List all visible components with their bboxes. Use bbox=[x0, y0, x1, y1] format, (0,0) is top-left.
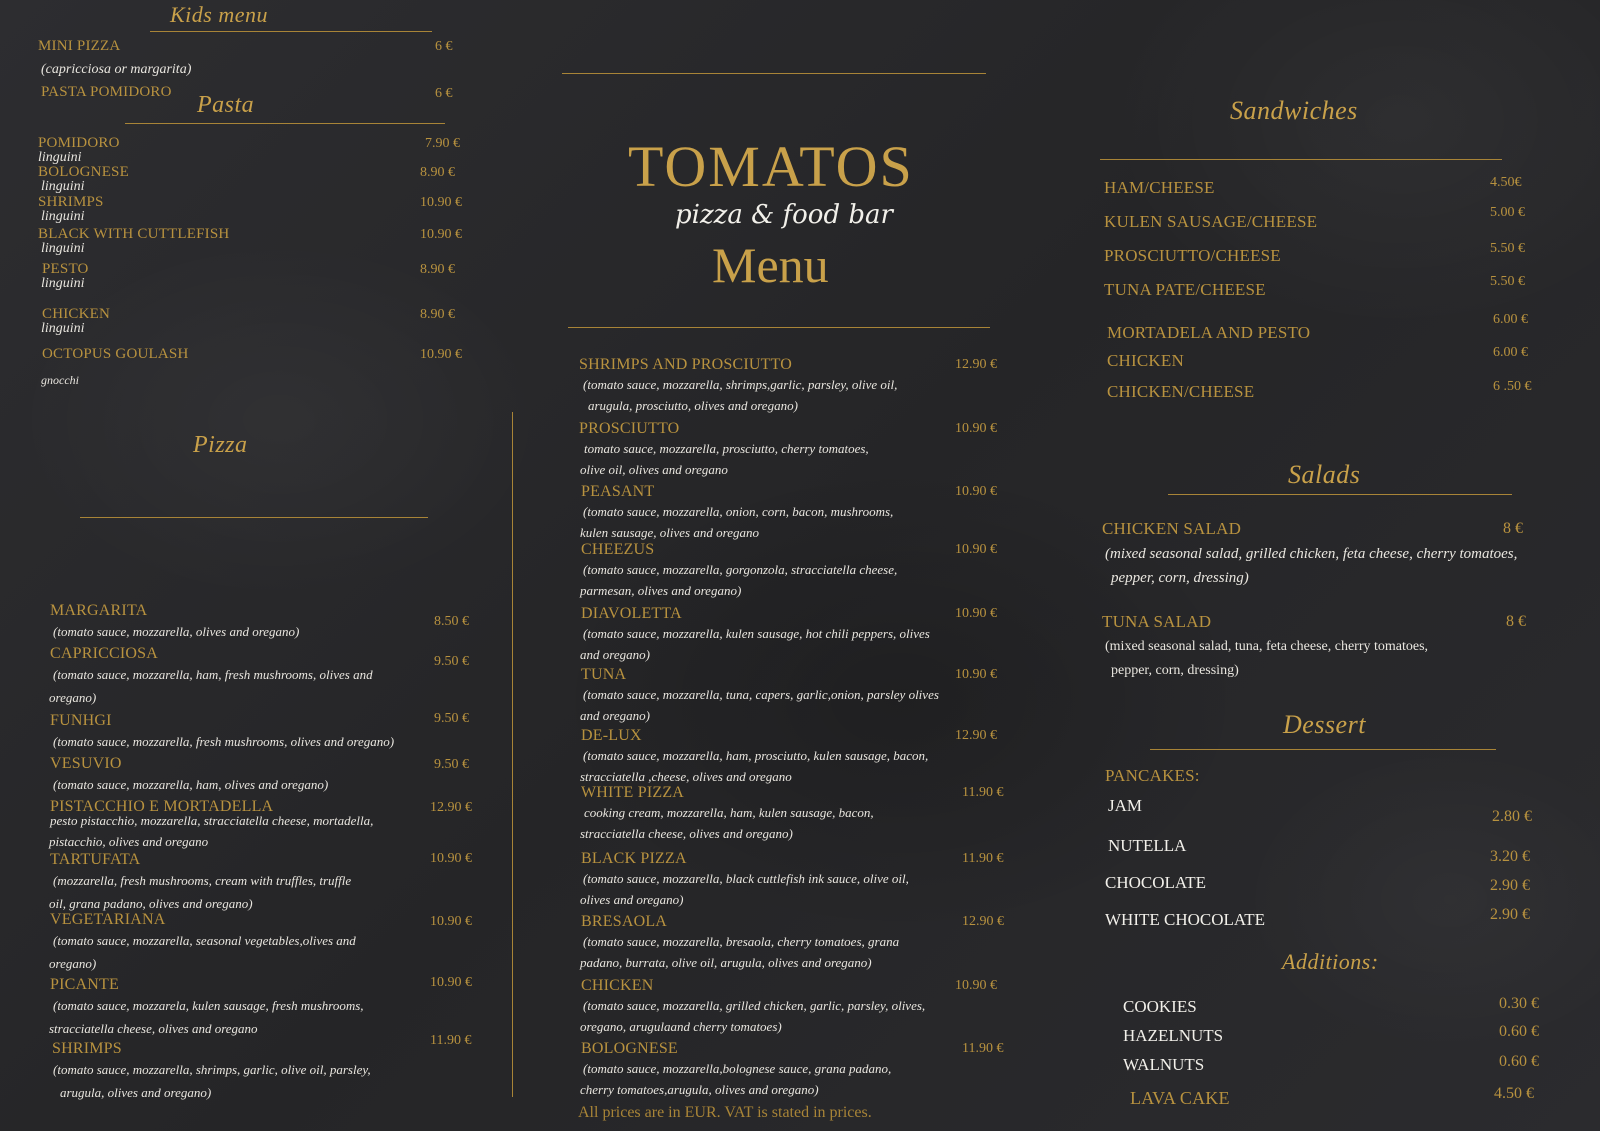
special-item-name: SHRIMPS AND PROSCIUTTO bbox=[579, 356, 793, 373]
dessert-item-name: CHOCOLATE bbox=[1105, 873, 1207, 892]
sandwich-item-name: HAM/CHEESE bbox=[1104, 178, 1215, 197]
pizza-item-name: FUNHGI bbox=[50, 712, 112, 729]
special-item-desc: (tomato sauce, mozzarella, bresaola, cherry tomatoes, grana bbox=[583, 934, 900, 949]
pancakes-label: PANCAKES: bbox=[1105, 766, 1200, 785]
special-item-name: BOLOGNESE bbox=[581, 1040, 678, 1057]
pizza-item-price: 11.90 € bbox=[430, 1033, 472, 1048]
pasta-item-name: CHICKEN bbox=[42, 306, 111, 322]
special-item-desc: olive oil, olives and oregano bbox=[580, 462, 728, 477]
salad-item-price: 8 € bbox=[1503, 520, 1523, 537]
pizza-item-price: 10.90 € bbox=[430, 975, 472, 990]
dessert-item-name: WHITE CHOCOLATE bbox=[1105, 910, 1266, 929]
special-item-desc: (tomato sauce, mozzarella, shrimps,garlic, parsley, olive oil, bbox=[583, 377, 898, 392]
special-item-name: BRESAOLA bbox=[581, 913, 668, 930]
special-item-name: CHEEZUS bbox=[581, 541, 655, 558]
special-item-desc: (tomato sauce, mozzarella, onion, corn, bacon, mushrooms, bbox=[583, 504, 894, 519]
pizza-item-price: 9.50 € bbox=[434, 757, 469, 772]
special-item-desc: parmesan, olives and oregano) bbox=[580, 583, 742, 598]
pasta-item-desc: linguini bbox=[38, 150, 82, 165]
dessert-item-name: JAM bbox=[1108, 796, 1143, 815]
special-item-desc: (tomato sauce, mozzarella, grilled chicken, garlic, parsley, olives, bbox=[583, 998, 926, 1013]
brand-top-rule bbox=[562, 73, 986, 74]
special-item-desc: cherry tomatoes,arugula, olives and oregano) bbox=[580, 1082, 819, 1097]
pizza-item-desc: oregano) bbox=[49, 956, 97, 971]
special-item-desc: (tomato sauce, mozzarella,bolognese sauce, grana padano, bbox=[583, 1061, 892, 1076]
special-item-desc: (tomato sauce, mozzarella, ham, prosciutto, kulen sausage, bacon, bbox=[583, 748, 929, 763]
pizza-item-name: VESUVIO bbox=[50, 755, 122, 772]
special-item-desc: (tomato sauce, mozzarella, gorgonzola, stracciatella cheese, bbox=[583, 562, 898, 577]
pizza-item-name: VEGETARIANA bbox=[50, 911, 166, 928]
dessert-item-price: 3.20 € bbox=[1490, 848, 1530, 865]
pasta-item-price: 7.90 € bbox=[425, 136, 460, 151]
dessert-heading: Dessert bbox=[1283, 710, 1366, 739]
special-item-price: 10.90 € bbox=[955, 484, 997, 499]
kids-item-price: 6 € bbox=[435, 39, 453, 54]
special-item-name: BLACK PIZZA bbox=[581, 850, 687, 867]
special-item-name: CHICKEN bbox=[581, 977, 654, 994]
pizza-item-desc: (mozzarella, fresh mushrooms, cream with truffles, truffle bbox=[53, 873, 352, 888]
sandwiches-rule bbox=[1100, 159, 1502, 160]
pasta-item-price: 10.90 € bbox=[420, 195, 462, 210]
pizza-item-desc: pesto pistacchio, mozzarella, stracciatella cheese, mortadella, bbox=[50, 813, 374, 828]
pasta-item-name: BOLOGNESE bbox=[38, 164, 129, 180]
special-item-price: 11.90 € bbox=[962, 1041, 1004, 1056]
special-item-name: PEASANT bbox=[581, 483, 655, 500]
pizza-item-desc: pistacchio, olives and oregano bbox=[49, 834, 209, 849]
special-item-desc: stracciatella ,cheese, olives and oregano bbox=[580, 769, 792, 784]
pizza-item-desc: (tomato sauce, mozzarella, olives and oregano) bbox=[53, 624, 300, 639]
special-item-desc: (tomato sauce, mozzarella, kulen sausage, hot chili peppers, olives bbox=[583, 626, 930, 641]
salad-item-desc: pepper, corn, dressing) bbox=[1111, 663, 1239, 678]
pasta-item-price: 10.90 € bbox=[420, 347, 462, 362]
pasta-item-price: 10.90 € bbox=[420, 227, 462, 242]
pasta-item-desc: linguini bbox=[41, 321, 85, 336]
special-item-desc: padano, burrata, olive oil, arugula, olives and oregano) bbox=[580, 955, 872, 970]
salad-item-price: 8 € bbox=[1506, 613, 1526, 630]
special-item-name: PROSCIUTTO bbox=[579, 420, 680, 437]
special-item-desc: arugula, prosciutto, olives and oregano) bbox=[588, 398, 798, 413]
addition-item-name: COOKIES bbox=[1123, 997, 1197, 1016]
salad-item-desc: (mixed seasonal salad, tuna, feta cheese, cherry tomatoes, bbox=[1105, 639, 1429, 654]
kids-item-name: MINI PIZZA bbox=[38, 38, 121, 54]
special-item-name: DIAVOLETTA bbox=[581, 605, 682, 622]
special-item-price: 10.90 € bbox=[955, 606, 997, 621]
dessert-item-price: 2.90 € bbox=[1490, 877, 1530, 894]
pizza-item-price: 12.90 € bbox=[430, 800, 472, 815]
kids-item-price: 6 € bbox=[435, 86, 453, 101]
pizza-item-name: CAPRICCIOSA bbox=[50, 645, 159, 662]
special-item-price: 10.90 € bbox=[955, 421, 997, 436]
pasta-item-name: POMIDORO bbox=[38, 135, 120, 151]
sandwich-item-price: 6.00 € bbox=[1493, 312, 1528, 327]
kids-item-desc: (capricciosa or margarita) bbox=[41, 62, 192, 77]
column-divider bbox=[512, 412, 513, 1097]
sandwich-item-price: 6 .50 € bbox=[1493, 379, 1532, 394]
kids-menu-rule bbox=[150, 31, 432, 32]
pizza-item-name: PICANTE bbox=[50, 976, 119, 993]
special-item-name: DE-LUX bbox=[581, 727, 642, 744]
pizza-item-price: 10.90 € bbox=[430, 851, 472, 866]
pasta-item-price: 8.90 € bbox=[420, 165, 455, 180]
special-item-desc: olives and oregano) bbox=[580, 892, 684, 907]
special-item-price: 11.90 € bbox=[962, 785, 1004, 800]
pizza-item-price: 10.90 € bbox=[430, 914, 472, 929]
pasta-item-name: PESTO bbox=[42, 261, 89, 277]
pizza-item-desc: (tomato sauce, mozzarella, shrimps, garlic, olive oil, parsley, bbox=[53, 1062, 371, 1077]
salad-item-name: TUNA SALAD bbox=[1102, 612, 1212, 631]
brand-bottom-rule bbox=[568, 327, 990, 328]
pizza-item-desc: (tomato sauce, mozzarella, ham, fresh mushrooms, olives and bbox=[53, 667, 373, 682]
dessert-item-price: 2.80 € bbox=[1492, 808, 1532, 825]
special-item-desc: and oregano) bbox=[580, 647, 650, 662]
salad-item-desc: (mixed seasonal salad, grilled chicken, feta cheese, cherry tomatoes, bbox=[1105, 546, 1518, 562]
pasta-item-desc: linguini bbox=[41, 179, 85, 194]
pizza-item-desc: (tomato sauce, mozzarela, kulen sausage, fresh mushrooms, bbox=[53, 998, 364, 1013]
special-item-desc: stracciatella cheese, olives and oregano) bbox=[580, 826, 793, 841]
sandwich-item-price: 6.00 € bbox=[1493, 345, 1528, 360]
special-item-price: 12.90 € bbox=[955, 728, 997, 743]
pizza-item-name: PISTACCHIO E MORTADELLA bbox=[50, 798, 274, 815]
pizza-item-desc: (tomato sauce, mozzarella, fresh mushrooms, olives and oregano) bbox=[53, 734, 395, 749]
pizza-item-name: MARGARITA bbox=[50, 602, 148, 619]
pasta-item-desc: linguini bbox=[41, 241, 85, 256]
pizza-item-desc: arugula, olives and oregano) bbox=[60, 1085, 212, 1100]
sandwich-item-name: CHICKEN bbox=[1107, 351, 1184, 370]
special-item-desc: kulen sausage, olives and oregano bbox=[580, 525, 759, 540]
salads-heading: Salads bbox=[1288, 460, 1361, 489]
special-item-price: 10.90 € bbox=[955, 542, 997, 557]
brand-name: TOMATOS bbox=[628, 134, 914, 199]
sandwich-item-price: 4.50€ bbox=[1490, 175, 1522, 190]
pizza-item-desc: oil, grana padano, olives and oregano) bbox=[49, 896, 253, 911]
kids-item-name: PASTA POMIDORO bbox=[41, 84, 172, 100]
dessert-rule bbox=[1150, 749, 1496, 750]
sandwich-item-price: 5.50 € bbox=[1490, 241, 1525, 256]
pizza-item-price: 9.50 € bbox=[434, 711, 469, 726]
addition-item-price: 0.60 € bbox=[1499, 1023, 1539, 1040]
pizza-rule bbox=[80, 517, 428, 518]
special-item-price: 10.90 € bbox=[955, 978, 997, 993]
pasta-item-name: OCTOPUS GOULASH bbox=[42, 346, 189, 362]
pizza-item-price: 8.50 € bbox=[434, 614, 469, 629]
addition-item-name: HAZELNUTS bbox=[1123, 1026, 1224, 1045]
pasta-item-desc: gnocchi bbox=[41, 373, 79, 387]
pasta-item-desc: linguini bbox=[41, 276, 85, 291]
special-item-desc: (tomato sauce, mozzarella, tuna, capers, garlic,onion, parsley olives bbox=[583, 687, 939, 702]
menu-title: Menu bbox=[712, 237, 829, 293]
kids-menu-heading: Kids menu bbox=[170, 2, 268, 27]
salad-item-name: CHICKEN SALAD bbox=[1102, 519, 1242, 538]
pasta-item-name: SHRIMPS bbox=[38, 194, 104, 210]
special-item-desc: and oregano) bbox=[580, 708, 650, 723]
sandwich-item-name: CHICKEN/CHEESE bbox=[1107, 382, 1255, 401]
sandwich-item-price: 5.00 € bbox=[1490, 205, 1525, 220]
special-item-price: 12.90 € bbox=[955, 357, 997, 372]
addition-item-name: WALNUTS bbox=[1123, 1055, 1205, 1074]
special-item-name: TUNA bbox=[581, 666, 627, 683]
pasta-item-name: BLACK WITH CUTTLEFISH bbox=[38, 226, 230, 242]
sandwich-item-price: 5.50 € bbox=[1490, 274, 1525, 289]
pasta-item-price: 8.90 € bbox=[420, 307, 455, 322]
pasta-rule bbox=[125, 123, 445, 124]
sandwich-item-name: PROSCIUTTO/CHEESE bbox=[1104, 246, 1281, 265]
pizza-item-desc: (tomato sauce, mozzarella, ham, olives and oregano) bbox=[53, 777, 329, 792]
salads-rule bbox=[1168, 494, 1512, 495]
brand-tagline: pizza & food bar bbox=[675, 200, 893, 230]
pasta-heading: Pasta bbox=[197, 92, 255, 118]
pizza-item-desc: stracciatella cheese, olives and oregano bbox=[49, 1021, 258, 1036]
sandwich-item-name: KULEN SAUSAGE/CHEESE bbox=[1104, 212, 1318, 231]
sandwich-item-name: TUNA PATE/CHEESE bbox=[1104, 280, 1266, 299]
special-item-price: 12.90 € bbox=[962, 914, 1004, 929]
sandwiches-heading: Sandwiches bbox=[1230, 96, 1358, 125]
pasta-item-price: 8.90 € bbox=[420, 262, 455, 277]
lava-cake-price: 4.50 € bbox=[1494, 1085, 1534, 1102]
pizza-item-name: SHRIMPS bbox=[52, 1040, 122, 1057]
addition-item-price: 0.30 € bbox=[1499, 995, 1539, 1012]
special-item-desc: oregano, arugulaand cherry tomatoes) bbox=[580, 1019, 782, 1034]
pizza-item-desc: oregano) bbox=[49, 690, 97, 705]
salad-item-desc: pepper, corn, dressing) bbox=[1111, 570, 1249, 586]
additions-heading: Additions: bbox=[1282, 949, 1379, 974]
pasta-item-desc: linguini bbox=[41, 209, 85, 224]
special-item-desc: (tomato sauce, mozzarella, black cuttlefish ink sauce, olive oil, bbox=[583, 871, 909, 886]
pizza-item-desc: (tomato sauce, mozzarella, seasonal vegetables,olives and bbox=[53, 933, 356, 948]
special-item-name: WHITE PIZZA bbox=[581, 784, 685, 801]
special-item-desc: tomato sauce, mozzarella, prosciutto, cherry tomatoes, bbox=[584, 441, 869, 456]
lava-cake-name: LAVA CAKE bbox=[1130, 1088, 1230, 1108]
special-item-price: 10.90 € bbox=[955, 667, 997, 682]
pizza-item-price: 9.50 € bbox=[434, 654, 469, 669]
pizza-heading: Pizza bbox=[193, 432, 248, 458]
addition-item-price: 0.60 € bbox=[1499, 1053, 1539, 1070]
price-footnote: All prices are in EUR. VAT is stated in prices. bbox=[578, 1104, 872, 1121]
dessert-item-price: 2.90 € bbox=[1490, 906, 1530, 923]
dessert-item-name: NUTELLA bbox=[1108, 836, 1187, 855]
pizza-item-name: TARTUFATA bbox=[50, 851, 141, 868]
special-item-price: 11.90 € bbox=[962, 851, 1004, 866]
special-item-desc: cooking cream, mozzarella, ham, kulen sausage, bacon, bbox=[584, 805, 874, 820]
sandwich-item-name: MORTADELA AND PESTO bbox=[1107, 323, 1311, 342]
